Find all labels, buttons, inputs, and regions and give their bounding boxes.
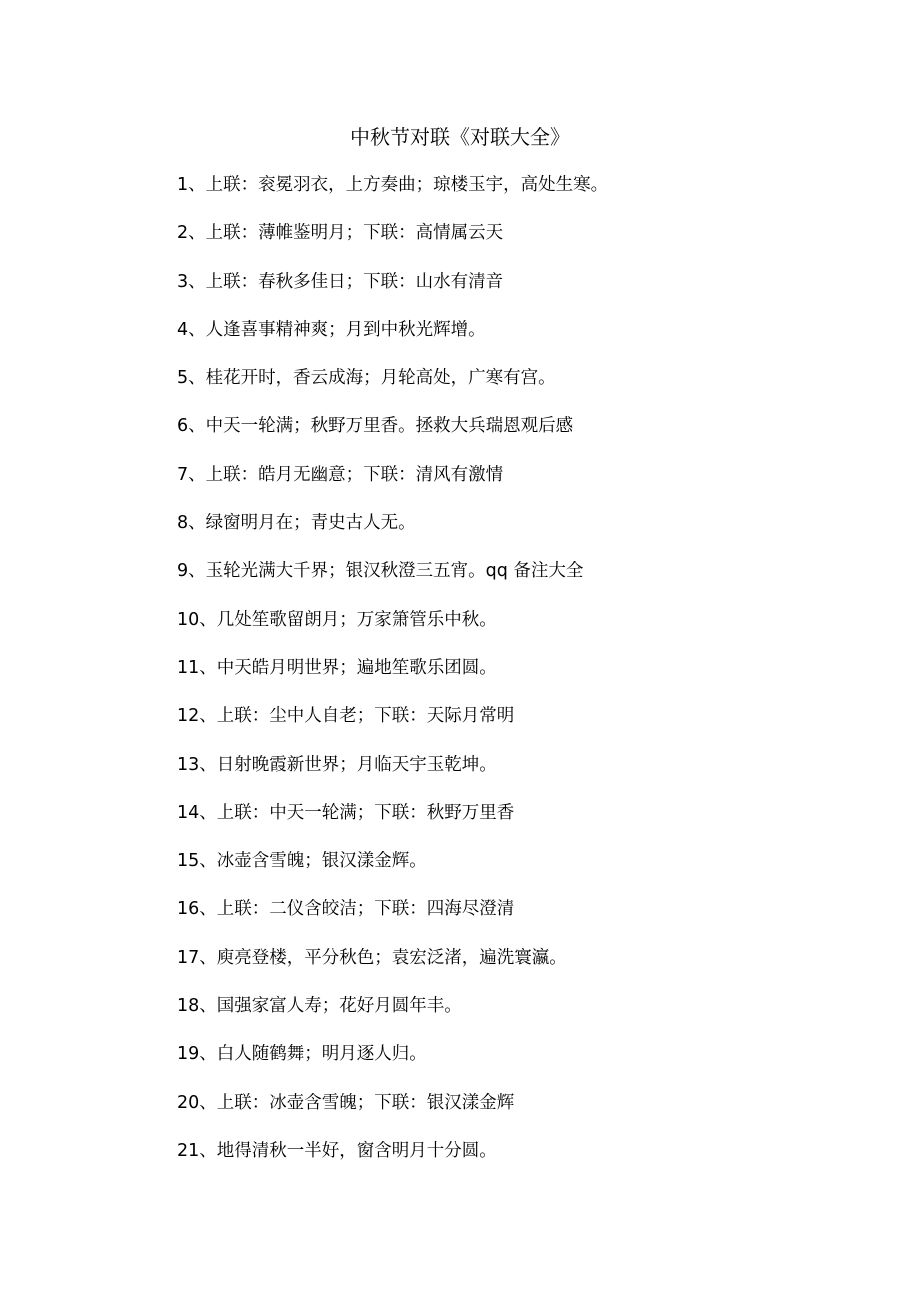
couplet-entry: 16、上联：二仪含皎洁；下联：四海尽澄清 <box>177 899 515 920</box>
couplet-entry: 20、上联：冰壶含雪魄；下联：银汉漾金辉 <box>177 1092 515 1113</box>
couplet-entry: 19、白人随鹤舞；明月逐人归。 <box>177 1044 427 1065</box>
couplet-entry: 8、绿窗明月在；青史古人无。 <box>177 513 416 534</box>
couplet-entry: 10、几处笙歌留朗月；万家箫管乐中秋。 <box>177 609 497 630</box>
document-title: 中秋节对联《对联大全》 <box>350 125 570 149</box>
couplet-entry: 21、地得清秋一半好，窗含明月十分圆。 <box>177 1140 497 1161</box>
couplet-entry: 4、人逢喜事精神爽；月到中秋光辉增。 <box>177 319 486 340</box>
couplet-entry: 5、桂花开时，香云成海；月轮高处，广寒有宫。 <box>177 368 556 389</box>
couplet-entry: 12、上联：尘中人自老；下联：天际月常明 <box>177 706 515 727</box>
couplet-entry: 14、上联：中天一轮满；下联：秋野万里香 <box>177 802 515 823</box>
couplet-entry: 13、日射晚霞新世界；月临天宇玉乾坤。 <box>177 754 497 775</box>
couplet-entry: 3、上联：春秋多佳日；下联：山水有清音 <box>177 271 504 292</box>
couplet-list <box>177 170 877 1184</box>
couplet-entry: 2、上联：薄帷鉴明月；下联：高情属云天 <box>177 223 504 244</box>
couplet-entry: 7、上联：皓月无幽意；下联：清风有激情 <box>177 464 504 485</box>
couplet-entry: 9、玉轮光满大千界；银汉秋澄三五宵。qq 备注大全 <box>177 561 584 582</box>
couplet-entry: 6、中天一轮满；秋野万里香。拯救大兵瑞恩观后感 <box>177 416 574 437</box>
couplet-entry: 18、国强家富人寿；花好月圆年丰。 <box>177 996 462 1017</box>
couplet-entry: 15、冰壶含雪魄；银汉漾金辉。 <box>177 851 427 872</box>
couplet-entry: 11、中天皓月明世界；遍地笙歌乐团圆。 <box>177 657 497 678</box>
couplet-entry: 1、上联：衮冕羽衣，上方奏曲；琼楼玉宇，高处生寒。 <box>177 175 609 195</box>
couplet-entry: 17、庾亮登楼，平分秋色；袁宏泛渚，遍洗寰瀛。 <box>177 947 567 968</box>
